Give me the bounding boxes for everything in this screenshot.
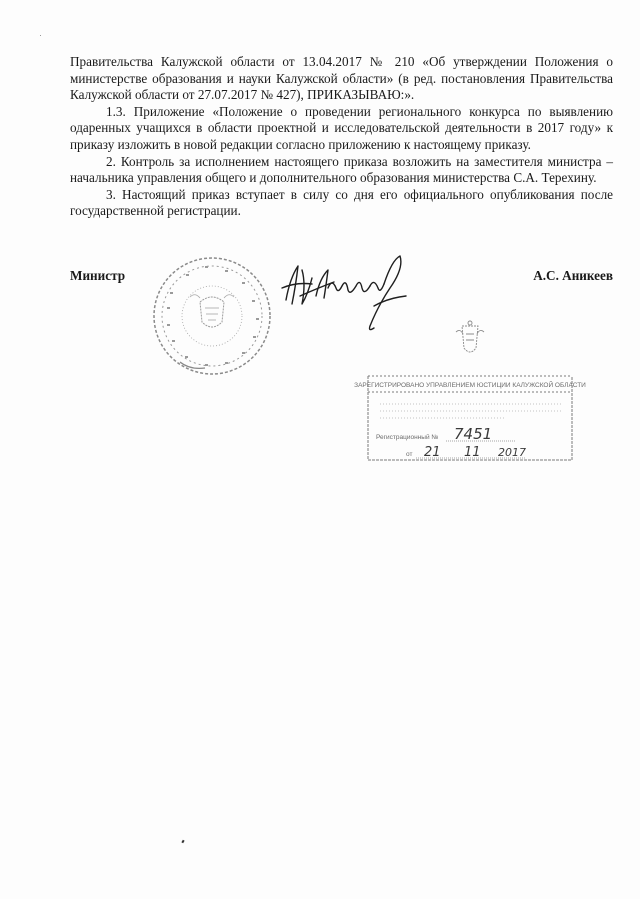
official-seal-icon <box>150 252 275 380</box>
stamp-registration-number: 7451 <box>454 425 493 443</box>
stamp-date-year: 2017 <box>498 446 526 459</box>
scan-speck <box>40 35 41 36</box>
paragraph-item-3: 3. Настоящий приказ вступает в силу со дня его официального опубликования после государственной регистрации. <box>70 186 613 219</box>
stamp-header: ЗАРЕГИСТРИРОВАНО УПРАВЛЕНИЕМ ЮСТИЦИИ КАЛУЖСКОЙ ОБЛАСТИ <box>354 382 586 389</box>
scan-speck <box>181 840 184 844</box>
paragraph-preamble: Правительства Калужской области от 13.04.2017 № 210 «Об утверждении Положения о министерстве образования и науки Калужской области» (в ред. постановления Правительства Калужской области от 27.07.2017 № 427), ПРИКАЗЫВАЮ:». <box>70 54 613 103</box>
signatory-name: А.С. Аникеев <box>533 268 613 283</box>
paragraph-item-2: 2. Контроль за исполнением настоящего приказа возложить на заместителя министра – начальника управления общего и дополнительного образования министерства С.А. Терехину. <box>70 153 613 186</box>
stamp-date-month: 11 <box>464 445 481 460</box>
stamp-emblem-icon <box>456 321 484 352</box>
stamp-number-label: Регистрационный № <box>376 434 439 441</box>
paragraph-item-1-3: 1.3. Приложение «Положение о проведении регионального конкурса по выявлению одаренных учащихся в области проектной и исследовательской деятельности в 2017 году» к приказу изложить в новой редакции согласно приложению к настоящему приказу. <box>70 103 613 152</box>
stamp-date-label: от <box>406 451 413 458</box>
stamp-date-day: 21 <box>424 445 441 460</box>
document-body <box>70 54 613 220</box>
registration-stamp <box>354 318 586 462</box>
signatory-title: Министр <box>70 268 126 283</box>
